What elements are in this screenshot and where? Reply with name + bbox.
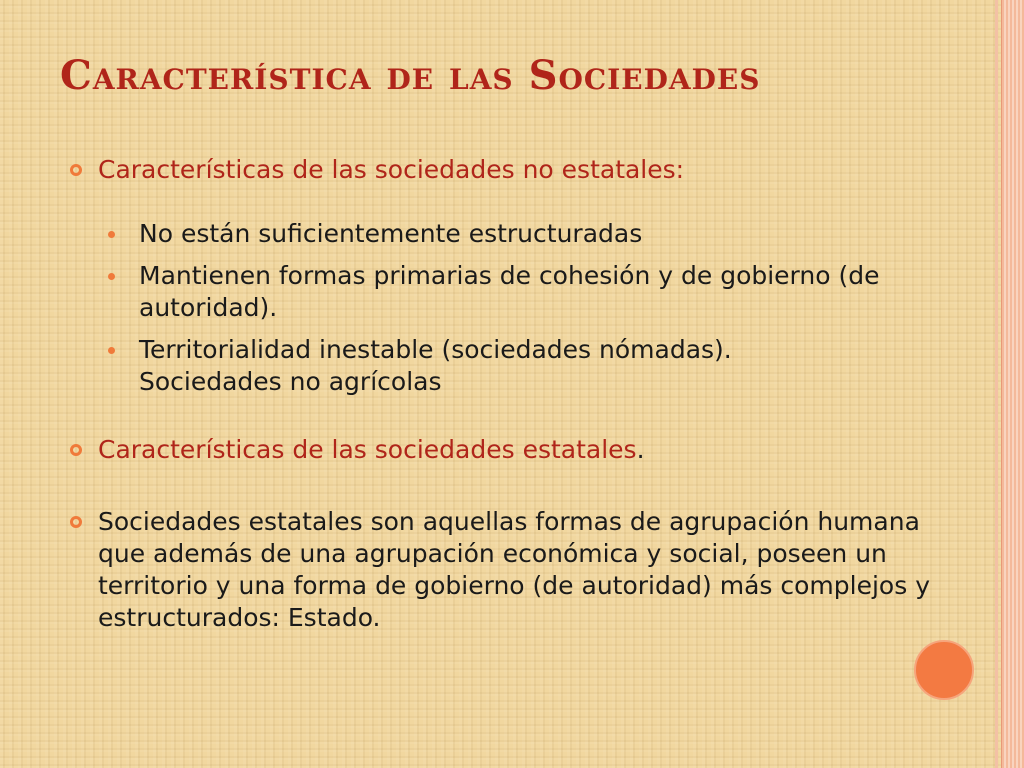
- right-border-line: [995, 0, 998, 768]
- spacer: [68, 186, 968, 218]
- hollow-circle-icon: [70, 164, 82, 176]
- sub-bullet-item: [68, 218, 968, 250]
- sub-bullet-text: Mantienen formas primarias de cohesión y de gobierno (de autoridad).: [139, 261, 880, 322]
- bullet-text-suffix: .: [636, 435, 645, 464]
- bullet-item: [68, 154, 968, 186]
- filled-dot-icon: [108, 231, 115, 238]
- sub-bullet-item: [68, 260, 968, 324]
- decorative-circle: [914, 640, 974, 700]
- slide-title: Característica de las Sociedades: [60, 52, 761, 99]
- slide-content: [68, 150, 968, 634]
- bullet-text: Características de las sociedades estatales: [98, 435, 637, 464]
- filled-dot-icon: [108, 273, 115, 280]
- sub-bullet-text: Territorialidad inestable (sociedades nómadas). Sociedades no agrícolas: [139, 335, 732, 396]
- hollow-circle-icon: [70, 444, 82, 456]
- bullet-text: Sociedades estatales son aquellas formas de agrupación humana que además de una agrupación económica y social, poseen un territorio y una forma de gobierno (de autoridad) más complejos y estructurados: Estado.: [98, 507, 930, 632]
- hollow-circle-icon: [70, 516, 82, 528]
- sub-bullet-item: [68, 334, 879, 398]
- sub-bullet-text: No están suficientemente estructuradas: [139, 219, 643, 248]
- bullet-text: Características de las sociedades no estatales:: [98, 155, 685, 184]
- bullet-item: [68, 434, 968, 466]
- filled-dot-icon: [108, 347, 115, 354]
- bullet-item: [68, 506, 938, 634]
- right-border-decoration: [1001, 0, 1024, 768]
